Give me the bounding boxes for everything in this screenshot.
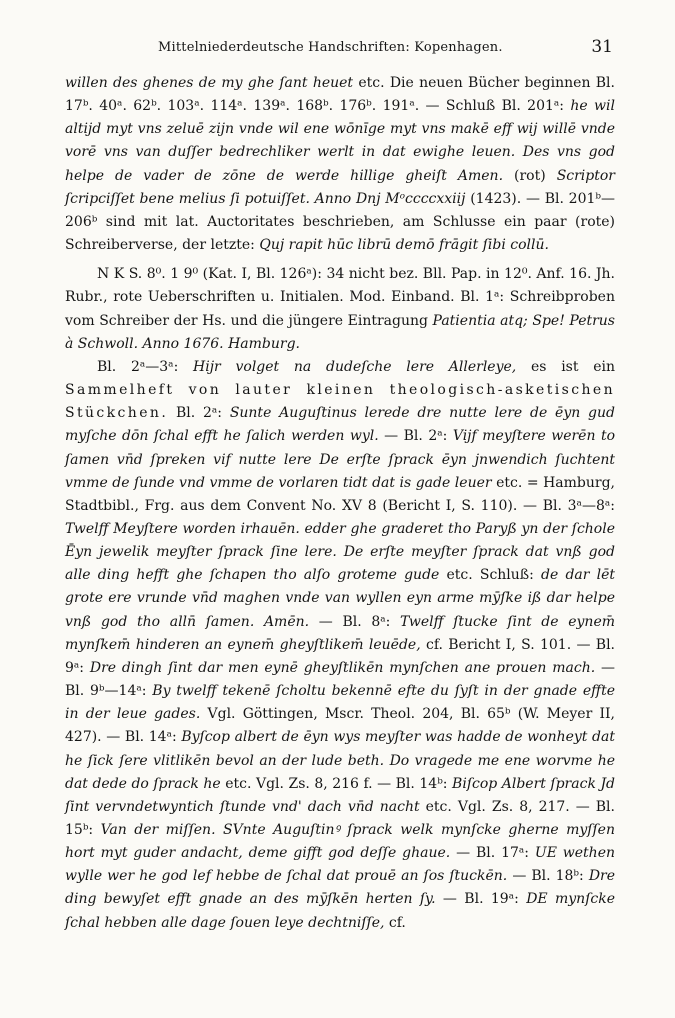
- italic-quotation: Byſcop albert de ēyn wys meyſter was hadde de wonheyt dat he ſick ſere vlitlikēn bevol an der lude beth. Do vragede me ene worvme he dat dede do ſprack he: [65, 729, 615, 792]
- text-run: etc. Vgl. Zs. 8, 216 f. — Bl. 14ᵇ:: [220, 775, 453, 792]
- italic-quotation: Hijr volget na dudeſche lere Allerleye,: [193, 358, 517, 375]
- italic-quotation: DE mynſcke ſchal hebben alle dage ſouen leye dechtniſſe,: [65, 891, 615, 931]
- spaced-emphasis: Sammelheft von lauter kleinen theologisch-asketischen Stückchen.: [65, 382, 615, 422]
- text-run: Vgl. Göttingen, Mscr. Theol. 204, Bl. 65ᵇ (W. Meyer II, 427). — Bl. 14ᵃ:: [65, 706, 615, 746]
- paragraph-2-manuscript-nks-8-19: [65, 263, 615, 356]
- italic-quotation: Scriptor ſcripciſſet bene melius ſi potuiſſet. Anno Dnj Mᵒccccxxiij: [65, 167, 615, 207]
- italic-quotation: Sunte Auguſtinus lerede dre nutte lere de ēyn gud myſche dōn ſchal efft he ſalich werden wyl.: [65, 405, 615, 445]
- text-run: Bl. 2ᵃ:: [168, 405, 230, 422]
- text-run: — Bl. 18ᵇ:: [507, 868, 589, 885]
- text-run: es ist ein: [516, 358, 616, 375]
- italic-quotation: willen des ghenes de my ghe ſant heuet: [65, 75, 354, 91]
- text-run: — Bl. 2ᵃ:: [378, 428, 453, 445]
- text-run: etc. Schluß:: [439, 567, 542, 584]
- paragraph-3-contents: [65, 356, 615, 935]
- italic-quotation: Biſcop Albert ſprack Jd ſint vervndetwyntich ſtunde vnd' dach vn̄d nacht: [65, 775, 616, 815]
- italic-quotation: he wil altijd myt vns zeluē zijn vnde wil ene wōnīge myt vns makē eff wij willē vnde vorē vns van duſſer bedrechliker werlt in dat ewighe leuen. Des vns god helpe de vader de zōne de werde hillige gheiſt Amen.: [65, 98, 615, 184]
- italic-quotation: Quj rapit hūc librū demō frāgit ſibi collū.: [259, 237, 549, 254]
- text-run: — Bl. 8ᵃ:: [309, 613, 401, 630]
- text-run: cf.: [384, 914, 406, 931]
- italic-quotation: Patientia atq; Spe! Petrus à Schwoll. Anno 1676. Hamburg.: [65, 312, 615, 352]
- italic-quotation: Van der miſſen. SVnte Auguſtinꝰ ſprack welk mynſcke gherne myſſen hort myt guder andacht, deme gifft god deſſe ghaue.: [65, 822, 615, 862]
- running-head: Mittelniederdeutsche Handschriften: Kopenhagen.: [158, 40, 503, 55]
- text-run: — Bl. 9ᵇ—14ᵃ:: [65, 659, 615, 700]
- text-run: Bl. 2ᵃ—3ᵃ:: [97, 358, 194, 375]
- text-run: (rot): [503, 167, 557, 184]
- text-run: — Bl. 19ᵃ:: [435, 891, 527, 908]
- body-text: [65, 72, 615, 935]
- text-run: etc. Die neuen Bücher beginnen Bl. 17ᵇ. 40ᵃ. 62ᵇ. 103ᵃ. 114ᵃ. 139ᵃ. 168ᵇ. 176ᵇ. 191ᵃ. — Schluß Bl. 201ᵃ:: [65, 75, 615, 115]
- text-run: etc. Vgl. Zs. 8, 217. — Bl. 15ᵇ:: [65, 798, 615, 838]
- text-run: etc. = Hamburg, Stadtbibl., Frg. aus dem Convent No. XV 8 (Bericht I, S. 110). — Bl. 3ᵃ—8ᵃ:: [65, 474, 615, 514]
- italic-quotation: Dre dingh ſint dar men eynē gheyſtlikēn mynſchen ane prouen mach.: [89, 659, 596, 676]
- text-run: N K S. 8⁰. 1 9⁰ (Kat. I, Bl. 126ᵃ): 34 nicht bez. Bll. Pap. in 12⁰. Anf. 16. Jh. Rubr., rote Ueberschriften u. Initialen. Mod. Einband. Bl. 1ᵃ: Schreibproben vom Schreiber der Hs. und die jüngere Eintragung: [65, 266, 615, 329]
- text-run: cf. Bericht I, S. 101. — Bl. 9ᵃ:: [65, 636, 615, 676]
- text-run: — Bl. 17ᵃ:: [450, 845, 535, 862]
- paragraph-1: [65, 72, 615, 257]
- text-run: (1423). — Bl. 201ᵇ—206ᵇ sind mit lat. Auctoritates beschrieben, am Schlusse ein paar (rote) Schreiberverse, der letzte:: [65, 190, 615, 254]
- page-header: [65, 38, 613, 68]
- italic-quotation: UE wethen wylle wer he god lef hebbe de ſchal dat prouē an ſos ſtuckēn.: [65, 845, 615, 885]
- italic-quotation: By twelff tekenē ſcholtu bekennē efte du ſyſt in der gnade effte in der leue gades.: [65, 683, 615, 723]
- page-number: 31: [591, 37, 613, 57]
- italic-quotation: Twelff ſtucke ſint de eynem̄ mynſkem̄ hinderen an eynem̄ gheyſtlikem̄ leuēde,: [65, 613, 616, 653]
- italic-quotation: Dre ding bewyſet efft gnade an des mȳſkēn herten ſy.: [65, 868, 616, 908]
- italic-quotation: Twelff Meyſtere worden irhauēn. edder ghe graderet tho Paryß yn der ſchole Ēyn jewelik meyſter ſprack ſine lere. De erſte meyſter ſprack dat vnß god alle ding hefft ghe ſchapen tho alſo groteme gude: [65, 520, 615, 584]
- italic-quotation: Vijf meyſtere werēn to ſamen vn̄d ſpreken vif nutte lere De erſte ſprack ēyn jnwendich ſuchtent vmme de ſunde vnd vmme de vorlaren tidt dat is gade leuer: [65, 428, 616, 491]
- italic-quotation: de dar lēt grote ere vrunde vn̄d maghen vnde van wyllen eyn arme mȳſke iß dar helpe vnß god tho alln̄ ſamen. Amēn.: [65, 567, 615, 630]
